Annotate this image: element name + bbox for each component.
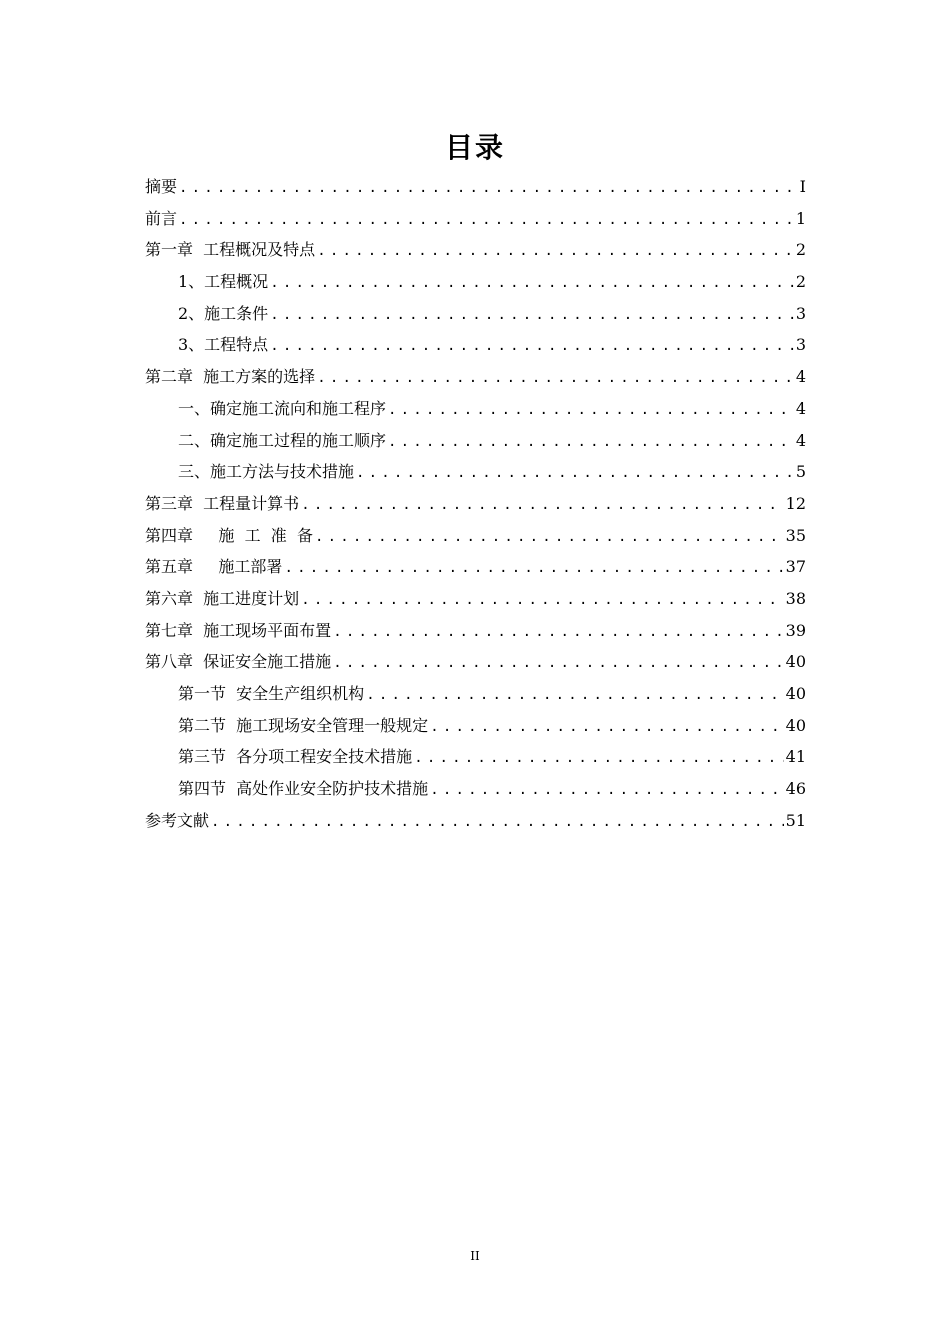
toc-entry-title: 3、工程特点 [178,335,269,355]
toc-entry[interactable] [145,646,806,678]
toc-entry[interactable] [145,456,806,488]
toc-dot-leader [366,680,783,710]
toc-entry[interactable] [145,425,806,457]
toc-entry[interactable] [145,266,806,298]
toc-dot-leader [179,173,798,203]
toc-entry-page-number: 39 [785,620,806,640]
toc-entry-title: 2、施工条件 [178,303,269,323]
toc-entry-title: 第二节 施工现场安全管理一般规定 [178,715,429,735]
toc-entry-title: 一、确定施工流向和施工程序 [178,398,387,418]
toc-dot-leader [301,585,783,615]
toc-dot-leader [414,743,783,773]
toc-entry-page-number: 51 [785,810,806,830]
toc-entry-page-number: 41 [785,747,806,767]
toc-entry-page-number: 38 [785,588,806,608]
toc-dot-leader [317,236,794,266]
toc-entry-title: 第一节 安全生产组织机构 [178,684,365,703]
toc-dot-leader [270,268,794,298]
toc-entry[interactable] [145,615,806,647]
toc-dot-leader [315,522,784,552]
toc-entry[interactable] [145,361,806,393]
toc-entry-title: 第七章 施工现场平面布置 [145,620,332,640]
toc-entry[interactable] [145,171,806,203]
toc-entry-title: 1、工程概况 [178,272,269,292]
toc-entry-page-number: 37 [785,557,806,577]
toc-entry-page-number: 3 [795,303,806,323]
toc-entry-title: 二、确定施工过程的施工顺序 [178,430,387,450]
toc-entry-page-number: 46 [785,779,806,799]
toc-entry-page-number: 12 [785,493,806,513]
toc-entry[interactable] [145,234,806,266]
toc-entry-page-number: 2 [795,272,806,292]
toc-entry[interactable] [145,710,806,742]
toc-dot-leader [270,300,794,330]
toc-dot-leader [333,648,783,678]
toc-entry-title: 第二章 施工方案的选择 [145,367,316,387]
toc-entry[interactable] [145,203,806,235]
toc-entry[interactable] [145,678,806,710]
toc-dot-leader [179,205,794,235]
toc-entry[interactable] [145,583,806,615]
toc-entry-title: 第三章 工程量计算书 [145,493,300,513]
toc-entry-page-number: 1 [795,208,806,228]
toc-entry[interactable] [145,741,806,773]
toc-entry[interactable] [145,805,806,837]
page-number: II [470,1249,480,1263]
toc-entry-title: 第四章 施 工 准 备 [145,525,313,545]
toc-entry-title: 第八章 保证安全施工措施 [145,652,332,672]
toc-entry-title: 前言 [145,208,178,228]
table-of-contents [145,171,806,836]
toc-entry-page-number: 4 [795,398,806,418]
toc-entry-page-number: 35 [785,525,806,545]
toc-entry-title: 第六章 施工进度计划 [145,588,300,608]
toc-entry-title: 摘要 [145,177,178,196]
toc-entry-page-number: 40 [785,652,806,672]
toc-entry-title: 第一章 工程概况及特点 [145,240,316,260]
toc-dot-leader [270,331,794,361]
toc-dot-leader [356,458,794,488]
toc-entry[interactable] [145,773,806,805]
toc-dot-leader [333,617,783,647]
toc-entry-page-number: I [799,177,806,196]
toc-entry[interactable] [145,488,806,520]
toc-entry-page-number: 5 [795,462,806,482]
toc-entry-title: 第三节 各分项工程安全技术措施 [178,747,413,767]
toc-dot-leader [388,395,794,425]
toc-dot-leader [211,807,784,837]
page-title: 目录 [444,131,505,164]
toc-dot-leader [388,427,794,457]
toc-entry[interactable] [145,551,806,583]
toc-dot-leader [317,363,794,393]
toc-entry-page-number: 4 [795,430,806,450]
toc-entry-page-number: 40 [785,684,806,703]
toc-entry-title: 参考文献 [145,810,210,830]
toc-entry-page-number: 3 [795,335,806,355]
toc-entry-title: 第五章 施工部署 [145,557,283,577]
toc-entry-title: 三、施工方法与技术措施 [178,462,355,482]
toc-entry[interactable] [145,393,806,425]
toc-dot-leader [430,775,783,805]
toc-entry-page-number: 40 [785,715,806,735]
toc-dot-leader [301,490,783,520]
toc-entry[interactable] [145,520,806,552]
toc-entry[interactable] [145,329,806,361]
toc-dot-leader [284,553,783,583]
toc-dot-leader [430,712,783,742]
toc-entry[interactable] [145,298,806,330]
toc-entry-page-number: 4 [795,367,806,387]
toc-entry-title: 第四节 高处作业安全防护技术措施 [178,779,429,799]
toc-entry-page-number: 2 [795,240,806,260]
